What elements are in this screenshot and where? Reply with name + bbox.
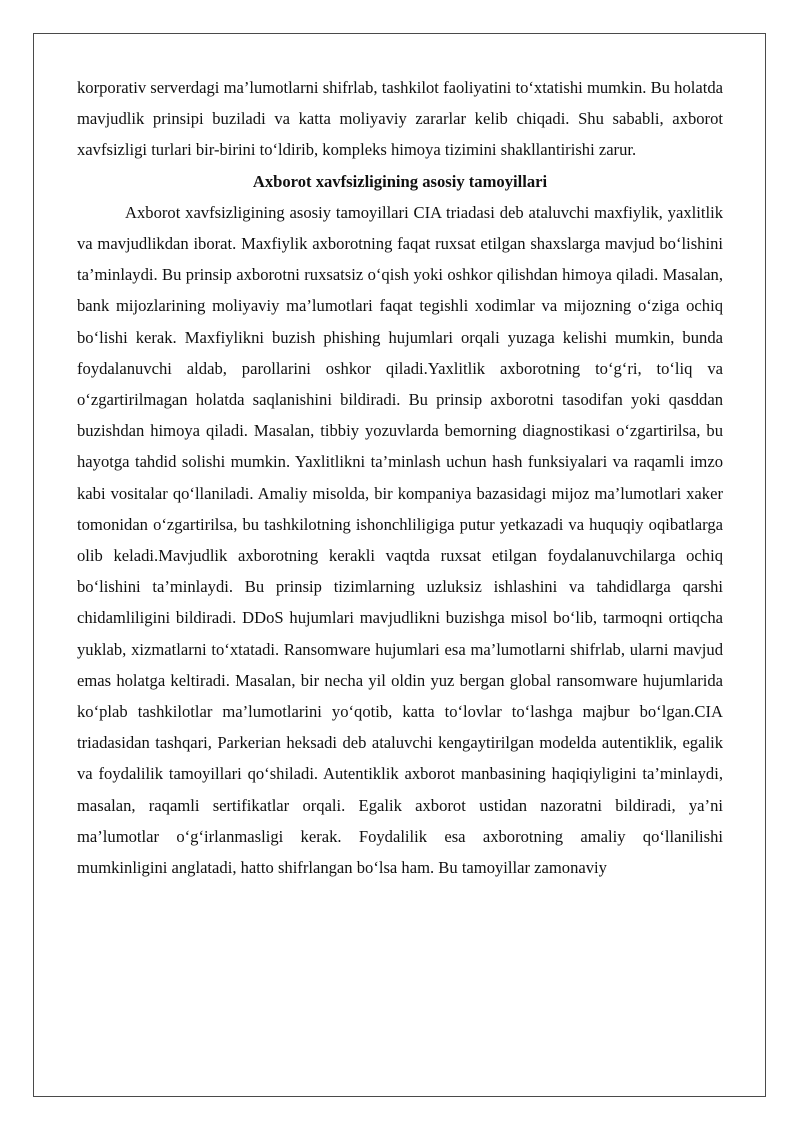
paragraph-main: Axborot xavfsizligining asosiy tamoyillari CIA triadasi deb ataluvchi maxfiylik, yaxlitlik va mavjudlikdan iborat. Maxfiylik axborotning faqat ruxsat etilgan shaxslarga mavjud bo‘lishini ta’minlaydi. Bu prinsip axborotni ruxsatsiz o‘qish yoki oshkor qilishdan himoya qiladi. Masalan, bank mijozlarining moliyaviy ma’lumotlari faqat tegishli xodimlar va mijozning o‘ziga ochiq bo‘lishi kerak. Maxfiylikni buzish phishing hujumlari orqali yuzaga kelishi mumkin, bunda foydalanuvchi aldab, parollarini oshkor qiladi.Yaxlitlik axborotning to‘g‘ri, to‘liq va o‘zgartirilmagan holatda saqlanishini bildiradi. Bu prinsip axborotni tasodifan yoki qasddan buzishdan himoya qiladi. Masalan, tibbiy yozuvlarda bemorning diagnostikasi o‘zgartirilsa, bu hayotga tahdid solishi mumkin. Yaxlitlikni ta’minlash uchun hash funksiyalari va raqamli imzo kabi vositalar qo‘llaniladi. Amaliy misolda, bir kompaniya bazasidagi mijoz ma’lumotlari xaker tomonidan o‘zgartirilsa, bu tashkilotning ishonchliligiga putur yetkazadi va huquqiy oqibatlarga olib keladi.Mavjudlik axborotning kerakli vaqtda ruxsat etilgan foydalanuvchilarga ochiq bo‘lishini ta’minlaydi. Bu prinsip tizimlarning uzluksiz ishlashini va tahdidlarga qarshi chidamliligini bildiradi. DDoS hujumlari mavjudlikni buzishga misol bo‘lib, tarmoqni ortiqcha yuklab, xizmatlarni to‘xtatadi. Ransomware hujumlari esa ma’lumotlarni shifrlab, ularni mavjud emas holatga keltiradi. Masalan, bir necha yil oldin yuz bergan global ransomware hujumlarida ko‘plab tashkilotlar ma’lumotlarini yo‘qotib, katta to‘lovlar to‘lashga majbur bo‘lgan.CIA triadasidan tashqari, Parkerian heksadi deb ataluvchi kengaytirilgan modelda autentiklik, egalik va foydalilik tamoyillari qo‘shiladi. Autentiklik axborot manbasining haqiqiyligini ta’minlaydi, masalan, raqamli sertifikatlar orqali. Egalik axborot ustidan nazoratni bildiradi, ya’ni ma’lumotlar o‘g‘irlanmasligi kerak. Foydalilik esa axborotning amaliy qo‘llanilishi mumkinligini anglatadi, hatto shifrlangan bo‘lsa ham. Bu tamoyillar zamonaviy — [77, 202, 723, 878]
section-heading: Axborot xavfsizligining asosiy tamoyillari — [252, 171, 548, 191]
paragraph-intro: korporativ serverdagi ma’lumotlarni shifrlab, tashkilot faoliyatini to‘xtatishi mumkin. Bu holatda mavjudlik prinsipi buziladi va katta moliyaviy zararlar kelib chiqadi. Shu sababli, axborot xavfsizligi turlari bir-birini to‘ldirib, kompleks himoya tizimini shakllantirishi zarur. — [77, 78, 723, 160]
document-body — [77, 72, 723, 883]
